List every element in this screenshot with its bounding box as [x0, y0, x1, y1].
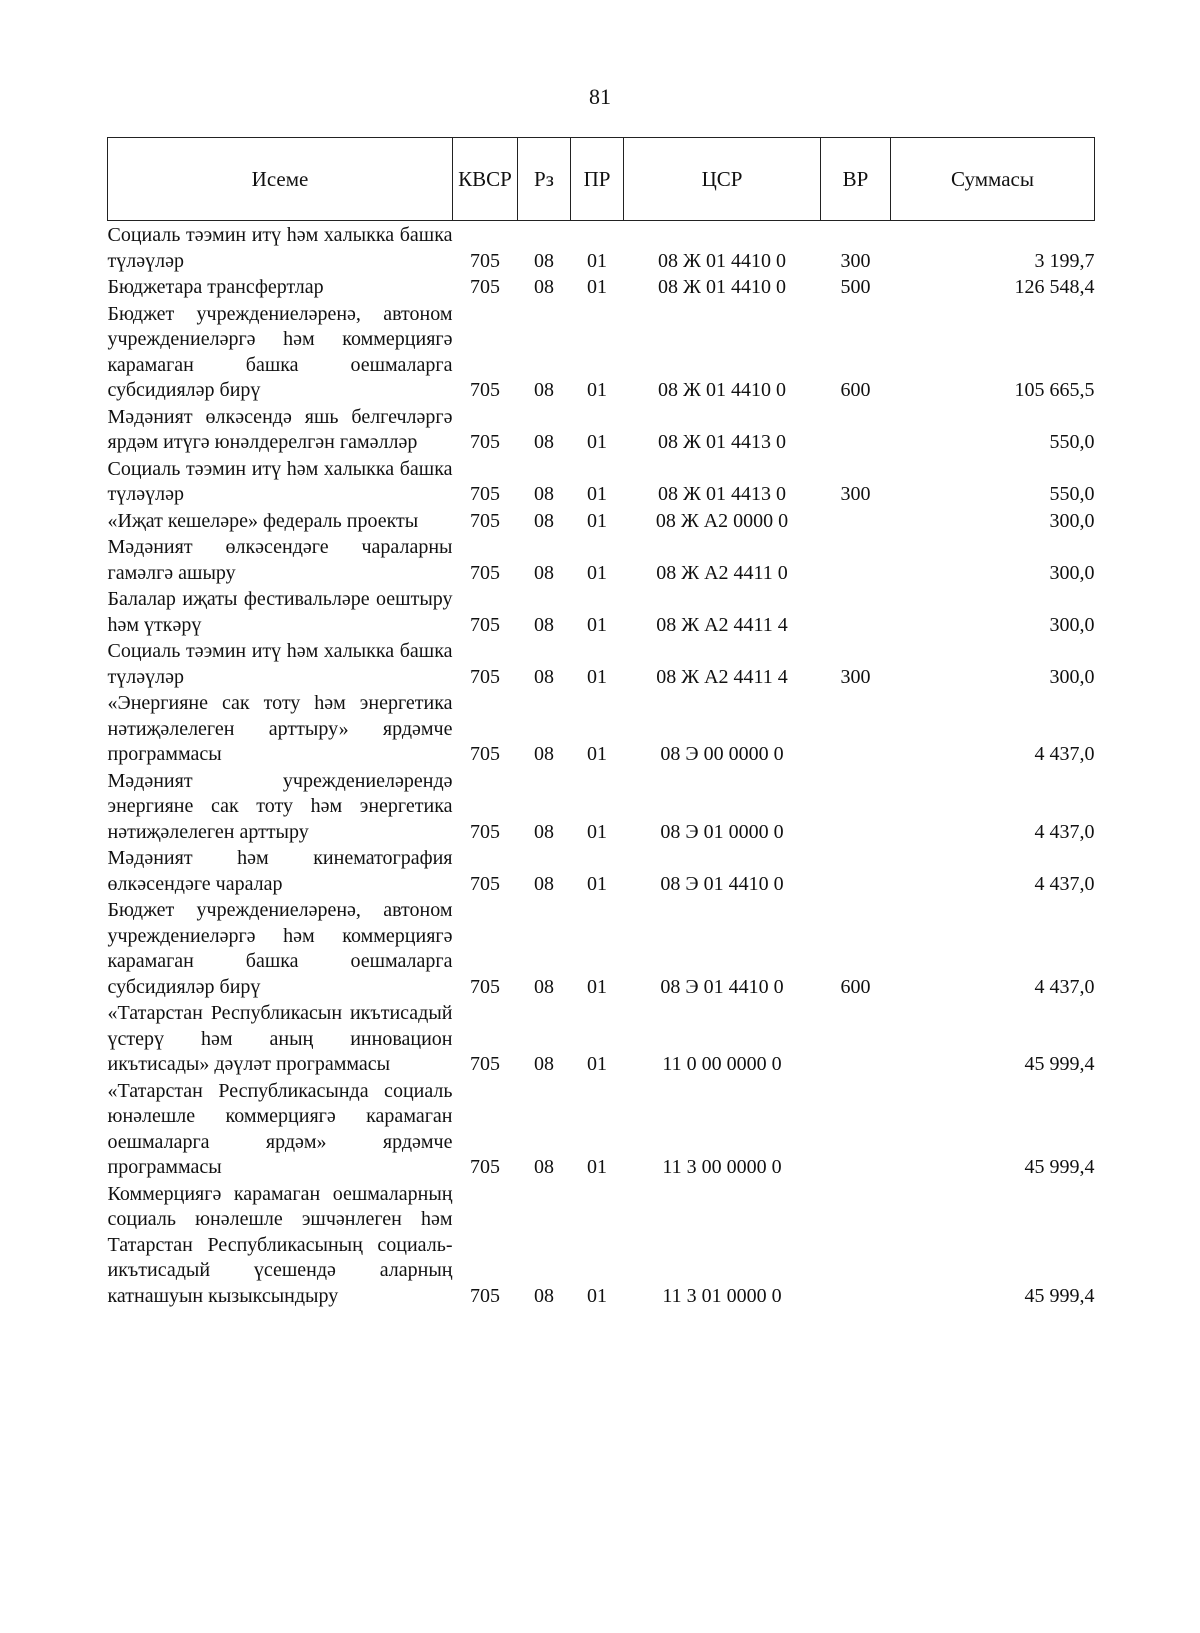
- table-row: [108, 769, 1095, 847]
- cell-vr: 600: [840, 975, 871, 998]
- cell-vr: [821, 509, 891, 536]
- cell-rz: 08: [534, 872, 554, 895]
- table-body: [108, 221, 1095, 1311]
- cell-pr: 01: [587, 276, 607, 298]
- cell-vr: [821, 1001, 891, 1079]
- header-name: Исеме: [108, 138, 453, 221]
- table-row: [108, 1001, 1095, 1079]
- header-vr: ВР: [821, 138, 891, 221]
- cell-rz: 08: [534, 379, 554, 401]
- cell-name: Социаль тәэмин итү һәм халыкка башка түләүләр: [107, 457, 453, 505]
- header-rz: Рз: [518, 138, 571, 221]
- cell-vr: [821, 587, 891, 639]
- cell-kvsr: 705: [470, 1053, 500, 1075]
- cell-sum: 300,0: [1049, 665, 1095, 688]
- cell-csr: 11 3 00 0000 0: [662, 1156, 782, 1178]
- cell-kvsr: 705: [470, 431, 500, 453]
- table-row: [108, 221, 1095, 276]
- budget-table: [107, 137, 1095, 1310]
- cell-vr: 300: [840, 249, 871, 272]
- cell-rz: 08: [534, 1156, 554, 1178]
- cell-name: «Энергияне сак тоту һәм энергетика нәтиҗәлелеген арттыру» ярдәмче программасы: [107, 692, 453, 765]
- cell-rz: 08: [534, 613, 554, 636]
- cell-name: Бюджет учреждениеләренә, автоном учреждениеләргә һәм коммерциягә карамаган башка оешмаларга субсидияләр бирү: [107, 302, 453, 401]
- cell-kvsr: 705: [470, 872, 500, 895]
- cell-rz: 08: [534, 1284, 554, 1307]
- table-row: [108, 1182, 1095, 1311]
- cell-vr: [821, 535, 891, 587]
- table-row: [108, 535, 1095, 587]
- cell-sum: 300,0: [1049, 613, 1095, 636]
- cell-sum: 45 999,4: [1024, 1053, 1095, 1075]
- cell-vr: [821, 405, 891, 457]
- cell-csr: 08 Ж А2 4411 4: [656, 665, 788, 688]
- cell-vr: 500: [840, 276, 871, 298]
- cell-pr: 01: [587, 872, 607, 895]
- cell-csr: 08 Э 00 0000 0: [660, 743, 784, 765]
- cell-name: Бюджетара трансфертлар: [107, 276, 324, 298]
- cell-pr: 01: [587, 743, 607, 765]
- cell-pr: 01: [587, 1156, 607, 1178]
- cell-sum: 45 999,4: [1024, 1284, 1095, 1307]
- cell-vr: [821, 769, 891, 847]
- cell-pr: 01: [587, 483, 607, 505]
- cell-csr: 08 Ж 01 4410 0: [658, 249, 786, 272]
- cell-vr: 600: [840, 379, 871, 401]
- table-row: [108, 846, 1095, 898]
- cell-csr: 08 Э 01 0000 0: [660, 820, 784, 843]
- cell-csr: 08 Ж 01 4410 0: [658, 379, 786, 401]
- cell-sum: 4 437,0: [1034, 743, 1095, 765]
- cell-pr: 01: [587, 431, 607, 453]
- cell-sum: 4 437,0: [1034, 872, 1095, 895]
- cell-name: «Татарстан Республикасын икътисадый үстерү һәм аның инновацион икътисады» дәүләт программасы: [107, 1002, 453, 1075]
- cell-csr: 11 3 01 0000 0: [662, 1284, 782, 1307]
- cell-name: Мәдәният һәм кинематография өлкәсендәге чаралар: [107, 847, 453, 895]
- cell-csr: 08 Ж А2 4411 4: [656, 613, 788, 636]
- header-kvsr: КВСР: [453, 138, 518, 221]
- cell-vr: 300: [840, 483, 871, 505]
- cell-kvsr: 705: [470, 1284, 500, 1307]
- table-header-row: [108, 138, 1095, 221]
- cell-kvsr: 705: [470, 1156, 500, 1178]
- cell-sum: 300,0: [1049, 561, 1095, 584]
- table-row: [108, 405, 1095, 457]
- cell-name: «Иҗат кешеләре» федераль проекты: [107, 509, 419, 532]
- page-number: 81: [589, 84, 611, 109]
- cell-sum: 4 437,0: [1034, 975, 1095, 998]
- cell-rz: 08: [534, 431, 554, 453]
- cell-name: Коммерциягә карамаган оешмаларның социаль юнәлешле эшчәнлеген һәм Татарстан Республикасының социаль-икътисадый үсешендә аларның катнашуын кызыксындыру: [107, 1182, 453, 1307]
- cell-rz: 08: [534, 276, 554, 298]
- cell-sum: 4 437,0: [1034, 820, 1095, 843]
- cell-sum: 300,0: [1049, 509, 1095, 532]
- cell-pr: 01: [587, 1284, 607, 1307]
- cell-kvsr: 705: [470, 379, 500, 401]
- cell-name: Мәдәният өлкәсендәге чараларны гамәлгә ашыру: [107, 536, 453, 584]
- cell-pr: 01: [587, 561, 607, 584]
- cell-rz: 08: [534, 561, 554, 584]
- cell-kvsr: 705: [470, 975, 500, 998]
- cell-name: Социаль тәэмин итү һәм халыкка башка түләүләр: [107, 640, 453, 688]
- cell-csr: 08 Э 01 4410 0: [660, 872, 784, 895]
- cell-pr: 01: [587, 1053, 607, 1075]
- cell-rz: 08: [534, 665, 554, 688]
- table-row: [108, 691, 1095, 769]
- cell-rz: 08: [534, 1053, 554, 1075]
- table-row: [108, 509, 1095, 536]
- cell-name: Социаль тәэмин итү һәм халыкка башка түләүләр: [107, 224, 453, 272]
- cell-rz: 08: [534, 743, 554, 765]
- cell-kvsr: 705: [470, 820, 500, 843]
- table-row: [108, 302, 1095, 405]
- cell-kvsr: 705: [470, 613, 500, 636]
- cell-pr: 01: [587, 820, 607, 843]
- cell-vr: [821, 1182, 891, 1311]
- cell-sum: 126 548,4: [1014, 276, 1095, 298]
- cell-vr: 300: [840, 665, 871, 688]
- table-row: [108, 457, 1095, 509]
- cell-csr: 08 Ж 01 4413 0: [658, 431, 786, 453]
- cell-kvsr: 705: [470, 743, 500, 765]
- cell-vr: [821, 1079, 891, 1182]
- cell-kvsr: 705: [470, 276, 500, 298]
- cell-csr: 08 Ж А2 0000 0: [655, 509, 789, 532]
- cell-csr: 08 Э 01 4410 0: [660, 975, 784, 998]
- cell-pr: 01: [587, 509, 607, 532]
- cell-kvsr: 705: [470, 509, 500, 532]
- cell-sum: 550,0: [1049, 483, 1095, 505]
- cell-rz: 08: [534, 249, 554, 272]
- header-csr: ЦСР: [624, 138, 821, 221]
- cell-rz: 08: [534, 820, 554, 843]
- cell-name: «Татарстан Республикасында социаль юнәлешле коммерциягә карамаган оешмаларга ярдәм» ярдәмче программасы: [107, 1079, 453, 1178]
- cell-name: Мәдәният учреждениеләрендә энергияне сак тоту һәм энергетика нәтиҗәлелеген арттыру: [107, 769, 453, 843]
- cell-pr: 01: [587, 975, 607, 998]
- cell-pr: 01: [587, 249, 607, 272]
- cell-name: Балалар иҗаты фестивальләре оештыру һәм үткәрү: [107, 588, 453, 636]
- table-row: [108, 898, 1095, 1001]
- cell-pr: 01: [587, 379, 607, 401]
- cell-sum: 550,0: [1049, 431, 1095, 453]
- cell-rz: 08: [534, 483, 554, 505]
- cell-csr: 08 Ж 01 4413 0: [658, 483, 786, 505]
- table-row: [108, 587, 1095, 639]
- table-row: [108, 639, 1095, 691]
- header-pr: ПР: [571, 138, 624, 221]
- cell-rz: 08: [534, 975, 554, 998]
- cell-sum: 3 199,7: [1034, 249, 1095, 272]
- cell-csr: 08 Ж 01 4410 0: [658, 276, 786, 298]
- cell-csr: 11 0 00 0000 0: [662, 1053, 782, 1075]
- cell-kvsr: 705: [470, 665, 500, 688]
- cell-vr: [821, 846, 891, 898]
- cell-kvsr: 705: [470, 561, 500, 584]
- cell-sum: 105 665,5: [1014, 379, 1095, 401]
- cell-sum: 45 999,4: [1024, 1156, 1095, 1178]
- cell-name: Мәдәният өлкәсендә яшь белгечләргә ярдәм итүгә юнәлдерелгән гамәлләр: [107, 405, 453, 453]
- cell-csr: 08 Ж А2 4411 0: [656, 561, 788, 584]
- cell-kvsr: 705: [470, 249, 500, 272]
- cell-rz: 08: [534, 509, 554, 532]
- cell-name: Бюджет учреждениеләренә, автоном учреждениеләргә һәм коммерциягә карамаган башка оешмаларга субсидияләр бирү: [107, 899, 453, 998]
- cell-vr: [821, 691, 891, 769]
- table-row: [108, 1079, 1095, 1182]
- cell-pr: 01: [587, 613, 607, 636]
- header-sum: Суммасы: [891, 138, 1095, 221]
- cell-kvsr: 705: [470, 483, 500, 505]
- cell-pr: 01: [587, 665, 607, 688]
- table-row: [108, 275, 1095, 302]
